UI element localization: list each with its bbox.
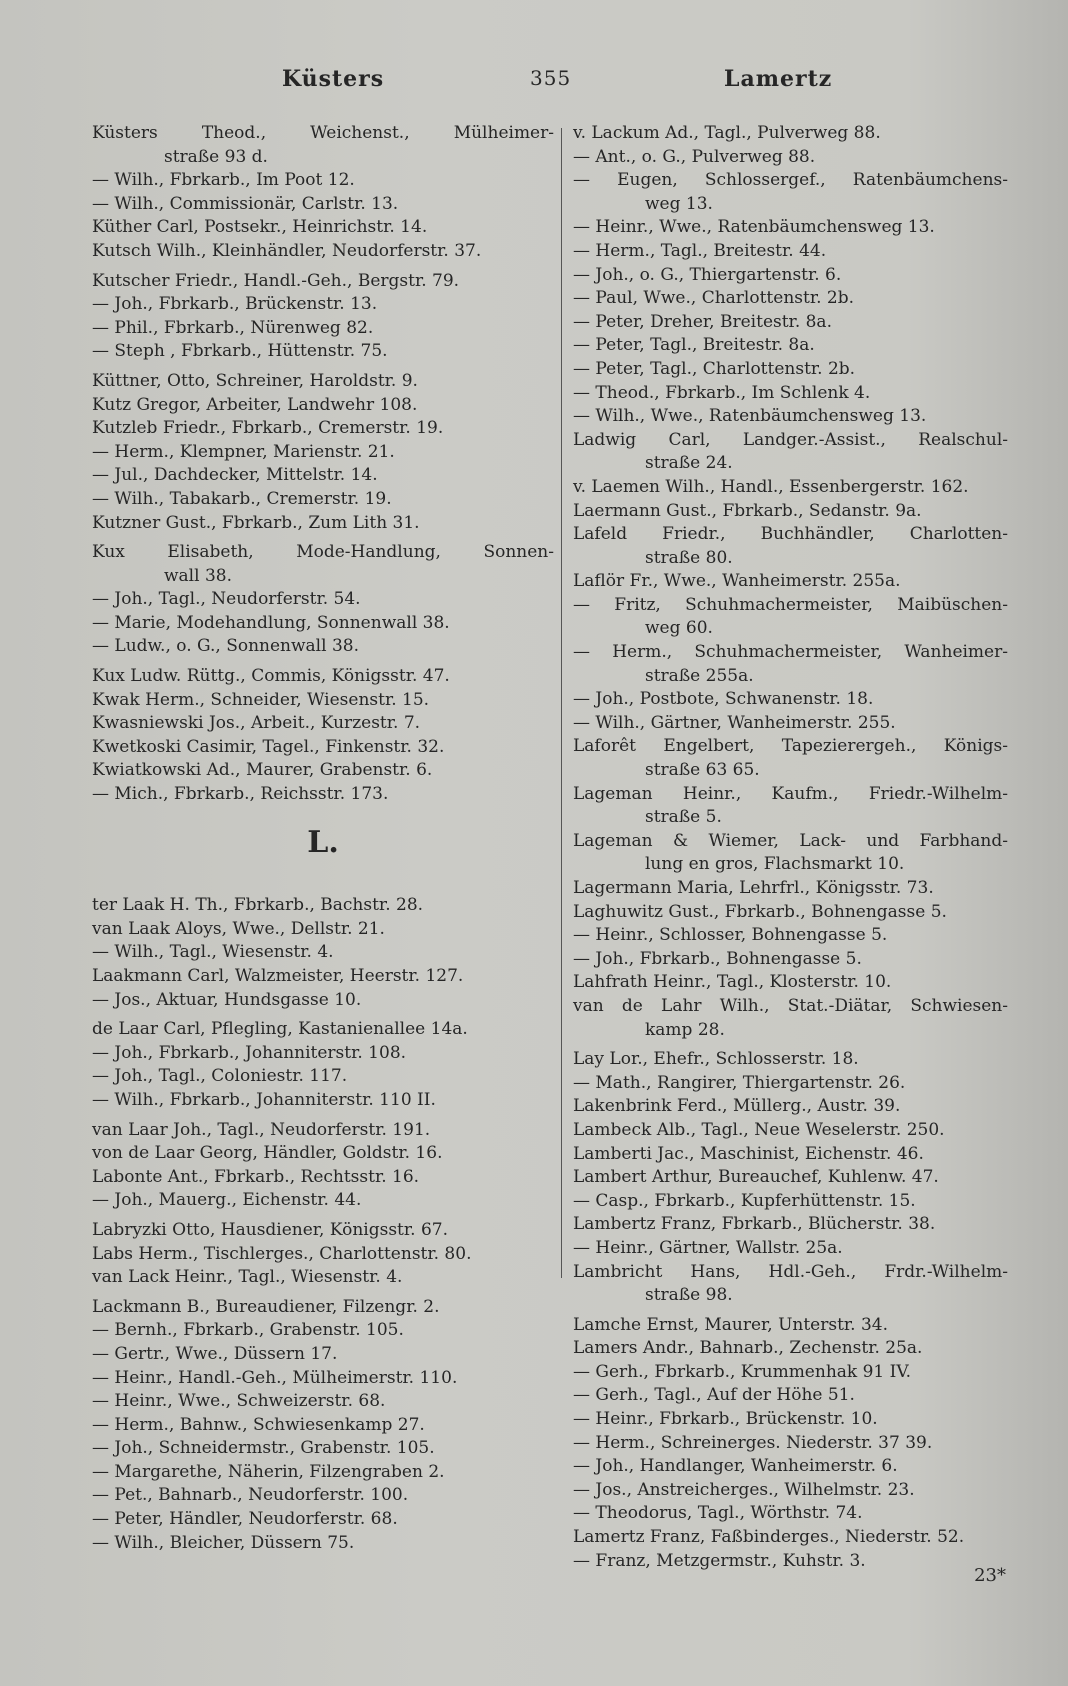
entry-line: — Peter, Tagl., Charlottenstr. 2b. — [573, 358, 856, 379]
entry-line: — Franz, Metzgermstr., Kuhstr. 3. — [573, 1550, 866, 1571]
directory-entry — [573, 948, 1008, 972]
entry-line: de Laar Carl, Pflegling, Kastanienallee 14a. — [92, 1019, 468, 1040]
directory-entry — [92, 1119, 554, 1143]
directory-entry — [92, 293, 554, 317]
directory-entry — [573, 169, 1008, 216]
entry-line: — Wilh., Fbrkarb., Johanniterstr. 110 II. — [92, 1089, 436, 1110]
entry-line: ter Laak H. Th., Fbrkarb., Bachstr. 28. — [92, 895, 424, 916]
entry-line: — Wilh., Wwe., Ratenbäumchensweg 13. — [573, 406, 927, 427]
entry-line: Lageman & Wiemer, Lack- und Farbhand- — [573, 830, 1008, 851]
entry-line: — Jul., Dachdecker, Mittelstr. 14. — [92, 465, 378, 486]
directory-entry — [573, 382, 1008, 406]
directory-entry — [92, 1065, 554, 1089]
entry-line: — Peter, Händler, Neudorferstr. 68. — [92, 1509, 398, 1530]
entry-line: — Wilh., Gärtner, Wanheimerstr. 255. — [573, 712, 896, 733]
directory-entry — [573, 1337, 1008, 1361]
directory-entry — [573, 735, 1008, 782]
entry-line: — Marie, Modehandlung, Sonnenwall 38. — [92, 612, 450, 633]
entry-line: — Jos., Aktuar, Hundsgasse 10. — [92, 989, 362, 1010]
entry-line: — Joh., Fbrkarb., Johanniterstr. 108. — [92, 1042, 407, 1063]
directory-entry — [573, 1190, 1008, 1214]
directory-entry — [92, 1243, 554, 1267]
directory-entry — [92, 512, 554, 536]
entry-continuation-line: straße 98. — [645, 1285, 733, 1306]
directory-entry — [573, 1119, 1008, 1143]
entry-line: — Heinr., Wwe., Ratenbäumchensweg 13. — [573, 217, 935, 238]
entry-line: — Eugen, Schlossergef., Ratenbäumchens- — [573, 170, 1008, 191]
directory-entry — [573, 500, 1008, 524]
entry-group — [573, 1048, 1008, 1308]
entry-line: — Wilh., Commissionär, Carlstr. 13. — [92, 193, 399, 214]
directory-entry — [92, 1089, 554, 1113]
entry-line: Lackmann B., Bureaudiener, Filzengr. 2. — [92, 1296, 440, 1317]
entry-line: — Fritz, Schuhmachermeister, Maibüschen- — [573, 594, 1008, 615]
page-number: 355 — [530, 66, 572, 90]
entry-line: — Ludw., o. G., Sonnenwall 38. — [92, 636, 359, 657]
directory-entry — [92, 665, 554, 689]
entry-continuation-line: straße 5. — [645, 807, 722, 828]
directory-entry — [573, 1237, 1008, 1261]
directory-entry — [573, 688, 1008, 712]
entry-line: Lambert Arthur, Bureauchef, Kuhlenw. 47. — [573, 1167, 939, 1188]
entry-line: — Herm., Schuhmachermeister, Wanheimer- — [573, 642, 1008, 663]
entry-line: — Joh., Postbote, Schwanenstr. 18. — [573, 689, 874, 710]
directory-entry — [573, 712, 1008, 736]
directory-entry — [92, 1414, 554, 1438]
entry-line: — Herm., Tagl., Breitestr. 44. — [573, 240, 827, 261]
directory-entry — [573, 1072, 1008, 1096]
directory-entry — [92, 1166, 554, 1190]
directory-entry — [92, 1018, 554, 1042]
entry-line: Kux Ludw. Rüttg., Commis, Königsstr. 47. — [92, 666, 450, 687]
entry-group — [92, 370, 554, 535]
directory-entry — [573, 405, 1008, 429]
directory-entry — [92, 894, 554, 918]
entry-continuation-line: kamp 28. — [645, 1019, 725, 1040]
section-letter-heading: L. — [307, 824, 339, 860]
entry-line: van de Lahr Wilh., Stat.-Diätar, Schwiesen- — [573, 995, 1008, 1016]
entry-group — [92, 1296, 554, 1556]
directory-entry — [573, 877, 1008, 901]
entry-line: Kutz Gregor, Arbeiter, Landwehr 108. — [92, 394, 418, 415]
entry-line: Labonte Ant., Fbrkarb., Rechtsstr. 16. — [92, 1166, 420, 1187]
directory-entry — [92, 1189, 554, 1213]
directory-entry — [92, 394, 554, 418]
entry-line: — Heinr., Handl.-Geh., Mülheimerstr. 110. — [92, 1367, 458, 1388]
entry-line: — Herm., Klempner, Marienstr. 21. — [92, 441, 395, 462]
directory-entry — [92, 441, 554, 465]
entry-line: — Jos., Anstreicherges., Wilhelmstr. 23. — [573, 1479, 915, 1500]
entry-line: — Wilh., Tabakarb., Cremerstr. 19. — [92, 488, 392, 509]
entry-line: Kwasniewski Jos., Arbeit., Kurzestr. 7. — [92, 713, 421, 734]
entry-line: van Laak Aloys, Wwe., Dellstr. 21. — [92, 918, 385, 939]
entry-line: — Wilh., Tagl., Wiesenstr. 4. — [92, 942, 334, 963]
directory-entry — [92, 240, 554, 264]
directory-entry — [92, 588, 554, 612]
directory-entry — [573, 1361, 1008, 1385]
entry-line: Kwetkoski Casimir, Tagel., Finkenstr. 32. — [92, 736, 445, 757]
directory-entry — [92, 941, 554, 965]
left-column — [92, 122, 554, 1561]
entry-line: — Gerh., Tagl., Auf der Höhe 51. — [573, 1385, 855, 1406]
entry-line: von de Laar Georg, Händler, Goldstr. 16. — [92, 1143, 443, 1164]
directory-entry — [573, 1384, 1008, 1408]
entry-line: — Heinr., Schlosser, Bohnengasse 5. — [573, 925, 888, 946]
entry-line: Labryzki Otto, Hausdiener, Königsstr. 67. — [92, 1219, 448, 1240]
entry-line: Lamche Ernst, Maurer, Unterstr. 34. — [573, 1314, 889, 1335]
entry-line: — Joh., Tagl., Neudorferstr. 54. — [92, 589, 361, 610]
entry-group — [573, 1314, 1008, 1574]
entry-group — [92, 1018, 554, 1112]
directory-entry — [92, 216, 554, 240]
entry-line: — Wilh., Bleicher, Düssern 75. — [92, 1532, 355, 1553]
directory-entry — [573, 783, 1008, 830]
entry-line: — Theod., Fbrkarb., Im Schlenk 4. — [573, 382, 871, 403]
entry-line: Laforêt Engelbert, Tapezierergeh., Königs- — [573, 736, 1008, 757]
directory-entry — [92, 1437, 554, 1461]
directory-entry — [573, 429, 1008, 476]
directory-entry — [573, 641, 1008, 688]
entry-line: — Theodorus, Tagl., Wörthstr. 74. — [573, 1503, 863, 1524]
directory-entry — [92, 122, 554, 169]
directory-entry — [92, 488, 554, 512]
directory-entry — [573, 1095, 1008, 1119]
directory-entry — [573, 1143, 1008, 1167]
entry-continuation-line: weg 60. — [645, 618, 713, 639]
entry-line: Lamertz Franz, Faßbinderges., Niederstr. 52. — [573, 1527, 965, 1548]
directory-entry — [573, 523, 1008, 570]
entry-continuation-line: straße 93 d. — [164, 146, 268, 167]
entry-line: — Joh., Schneidermstr., Grabenstr. 105. — [92, 1438, 435, 1459]
directory-entry — [92, 1461, 554, 1485]
directory-entry — [92, 541, 554, 588]
directory-entry — [92, 370, 554, 394]
entry-line: — Herm., Schreinerges. Niederstr. 37 39. — [573, 1432, 933, 1453]
directory-entry — [92, 340, 554, 364]
entry-continuation-line: straße 255a. — [645, 665, 754, 686]
entry-line: Küsters Theod., Weichenst., Mülheimer- — [92, 123, 554, 143]
entry-line: Lay Lor., Ehefr., Schlosserstr. 18. — [573, 1049, 859, 1070]
directory-entry — [573, 995, 1008, 1042]
entry-line: Labs Herm., Tischlerges., Charlottenstr. 80. — [92, 1243, 472, 1264]
entry-line: Lagermann Maria, Lehrfrl., Königsstr. 73. — [573, 878, 934, 898]
directory-entry — [92, 965, 554, 989]
entry-line: Lamers Andr., Bahnarb., Zechenstr. 25a. — [573, 1338, 923, 1359]
directory-entry — [92, 759, 554, 783]
entry-line: — Gerh., Fbrkarb., Krummenhak 91 IV. — [573, 1361, 912, 1382]
directory-entry — [573, 287, 1008, 311]
directory-entry — [92, 1343, 554, 1367]
directory-entry — [573, 1408, 1008, 1432]
entry-line: — Joh., Tagl., Coloniestr. 117. — [92, 1066, 348, 1087]
entry-line: — Gertr., Wwe., Düssern 17. — [92, 1343, 338, 1364]
entry-line: — Phil., Fbrkarb., Nürenweg 82. — [92, 317, 374, 338]
entry-line: Laghuwitz Gust., Fbrkarb., Bohnengasse 5. — [573, 901, 947, 922]
directory-entry — [92, 635, 554, 659]
directory-entry — [573, 570, 1008, 594]
entry-continuation-line: lung en gros, Flachsmarkt 10. — [645, 854, 905, 875]
directory-entry — [92, 1142, 554, 1166]
directory-entry — [92, 1042, 554, 1066]
entry-line: — Heinr., Fbrkarb., Brückenstr. 10. — [573, 1409, 878, 1430]
entry-line: — Wilh., Fbrkarb., Im Poot 12. — [92, 170, 355, 191]
directory-entry — [92, 1319, 554, 1343]
signature-mark: 23* — [974, 1565, 1006, 1586]
directory-entry — [573, 1550, 1008, 1574]
entry-line: Kutzleb Friedr., Fbrkarb., Cremerstr. 19. — [92, 418, 444, 439]
entry-line: Lambertz Franz, Fbrkarb., Blücherstr. 38. — [573, 1214, 936, 1235]
directory-entry — [92, 270, 554, 294]
entry-line: Lafeld Friedr., Buchhändler, Charlotten- — [573, 524, 1008, 545]
directory-entry — [573, 1261, 1008, 1308]
entry-line: Kutsch Wilh., Kleinhändler, Neudorferstr. 37. — [92, 240, 482, 261]
directory-entry — [573, 1166, 1008, 1190]
entry-line: Kux Elisabeth, Mode-Handlung, Sonnen- — [92, 542, 554, 563]
directory-entry — [573, 1502, 1008, 1526]
directory-entry — [92, 417, 554, 441]
entry-line: Kutscher Friedr., Handl.-Geh., Bergstr. 79. — [92, 270, 460, 291]
entry-group — [92, 541, 554, 659]
entry-line: Küther Carl, Postsekr., Heinrichstr. 14. — [92, 217, 428, 238]
entry-line: v. Laemen Wilh., Handl., Essenbergerstr. 162. — [573, 476, 969, 497]
entry-line: Lahfrath Heinr., Tagl., Klosterstr. 10. — [573, 972, 892, 993]
entry-line: Laflör Fr., Wwe., Wanheimerstr. 255a. — [573, 571, 901, 592]
entry-line: Lambricht Hans, Hdl.-Geh., Frdr.-Wilhelm- — [573, 1261, 1008, 1282]
entry-group — [92, 665, 554, 807]
entry-line: — Bernh., Fbrkarb., Grabenstr. 105. — [92, 1320, 404, 1341]
directory-entry — [573, 901, 1008, 925]
directory-entry — [92, 1532, 554, 1556]
entry-continuation-line: straße 24. — [645, 453, 733, 474]
directory-entry — [92, 193, 554, 217]
entry-continuation-line: straße 63 65. — [645, 760, 760, 781]
entry-group — [92, 894, 554, 1012]
entry-line: Lakenbrink Ferd., Müllerg., Austr. 39. — [573, 1096, 901, 1117]
entry-line: van Laar Joh., Tagl., Neudorferstr. 191. — [92, 1119, 431, 1140]
entry-group — [92, 1219, 554, 1290]
directory-entry — [92, 464, 554, 488]
directory-entry — [92, 989, 554, 1013]
entry-line: Lambeck Alb., Tagl., Neue Weselerstr. 250. — [573, 1119, 945, 1140]
directory-entry — [92, 612, 554, 636]
entry-line: — Joh., Fbrkarb., Bohnengasse 5. — [573, 948, 862, 969]
directory-entry — [573, 971, 1008, 995]
entry-line: v. Lackum Ad., Tagl., Pulverweg 88. — [573, 123, 881, 143]
entry-line: Laakmann Carl, Walzmeister, Heerstr. 127. — [92, 966, 464, 986]
entry-line: Kwiatkowski Ad., Maurer, Grabenstr. 6. — [92, 760, 433, 781]
running-head-right: Lamertz — [724, 66, 833, 92]
directory-entry — [92, 169, 554, 193]
directory-entry — [92, 1484, 554, 1508]
entry-group — [92, 1119, 554, 1213]
entry-line: — Paul, Wwe., Charlottenstr. 2b. — [573, 288, 854, 309]
entry-line: — Heinr., Gärtner, Wallstr. 25a. — [573, 1237, 843, 1258]
entry-line: — Herm., Bahnw., Schwiesenkamp 27. — [92, 1414, 425, 1435]
directory-entry — [573, 1479, 1008, 1503]
entry-line: — Ant., o. G., Pulverweg 88. — [573, 146, 816, 167]
entry-line: — Joh., Fbrkarb., Brückenstr. 13. — [92, 294, 378, 315]
directory-entry — [573, 358, 1008, 382]
directory-entry — [573, 1314, 1008, 1338]
right-column — [573, 122, 1008, 1579]
entry-line: Ladwig Carl, Landger.-Assist., Realschul- — [573, 429, 1008, 450]
directory-entry — [92, 1367, 554, 1391]
entry-group — [92, 122, 554, 264]
entry-continuation-line: weg 13. — [645, 193, 713, 214]
directory-entry — [92, 1219, 554, 1243]
directory-entry — [573, 1432, 1008, 1456]
directory-entry — [573, 264, 1008, 288]
entry-line: — Casp., Fbrkarb., Kupferhüttenstr. 15. — [573, 1190, 916, 1211]
entry-line: Kwak Herm., Schneider, Wiesenstr. 15. — [92, 689, 430, 710]
entry-line: — Margarethe, Näherin, Filzengraben 2. — [92, 1461, 445, 1482]
column-divider — [561, 128, 562, 1278]
entry-group — [92, 270, 554, 364]
directory-entry — [573, 476, 1008, 500]
directory-entry — [92, 317, 554, 341]
directory-entry — [573, 216, 1008, 240]
directory-entry — [573, 311, 1008, 335]
entry-line: Laermann Gust., Fbrkarb., Sedanstr. 9a. — [573, 500, 922, 521]
entry-line: — Mich., Fbrkarb., Reichsstr. 173. — [92, 784, 389, 805]
directory-entry — [92, 1266, 554, 1290]
directory-entry — [92, 712, 554, 736]
entry-continuation-line: wall 38. — [164, 565, 232, 586]
entry-line: Kutzner Gust., Fbrkarb., Zum Lith 31. — [92, 512, 420, 533]
directory-entry — [92, 736, 554, 760]
entry-line: — Joh., Mauerg., Eichenstr. 44. — [92, 1190, 362, 1211]
directory-entry — [573, 146, 1008, 170]
directory-entry — [92, 689, 554, 713]
entry-line: Küttner, Otto, Schreiner, Haroldstr. 9. — [92, 370, 418, 391]
directory-entry — [573, 594, 1008, 641]
directory-entry — [573, 924, 1008, 948]
directory-entry — [92, 1508, 554, 1532]
entry-line: — Peter, Tagl., Breitestr. 8a. — [573, 335, 815, 356]
entry-line: — Joh., o. G., Thiergartenstr. 6. — [573, 264, 842, 285]
entry-line: — Joh., Handlanger, Wanheimerstr. 6. — [573, 1456, 898, 1477]
directory-entry — [573, 1213, 1008, 1237]
entry-line: van Lack Heinr., Tagl., Wiesenstr. 4. — [92, 1267, 403, 1288]
entry-line: — Pet., Bahnarb., Neudorferstr. 100. — [92, 1485, 409, 1506]
entry-line: — Math., Rangirer, Thiergartenstr. 26. — [573, 1072, 906, 1093]
directory-entry — [573, 1048, 1008, 1072]
directory-entry — [573, 122, 1008, 146]
directory-entry — [573, 1526, 1008, 1550]
entry-continuation-line: straße 80. — [645, 547, 733, 568]
directory-entry — [573, 334, 1008, 358]
directory-entry — [92, 1390, 554, 1414]
entry-line: — Peter, Dreher, Breitestr. 8a. — [573, 311, 832, 332]
directory-entry — [92, 783, 554, 807]
entry-line: Lamberti Jac., Maschinist, Eichenstr. 46. — [573, 1143, 924, 1164]
directory-entry — [573, 240, 1008, 264]
entry-line: — Steph , Fbrkarb., Hüttenstr. 75. — [92, 341, 388, 362]
entry-group — [573, 122, 1008, 1042]
directory-entry — [573, 830, 1008, 877]
entry-line: — Heinr., Wwe., Schweizerstr. 68. — [92, 1391, 386, 1412]
directory-entry — [92, 1296, 554, 1320]
directory-entry — [573, 1455, 1008, 1479]
directory-entry — [92, 918, 554, 942]
running-head-left: Küsters — [282, 66, 385, 92]
entry-line: Lageman Heinr., Kaufm., Friedr.-Wilhelm- — [573, 783, 1008, 804]
